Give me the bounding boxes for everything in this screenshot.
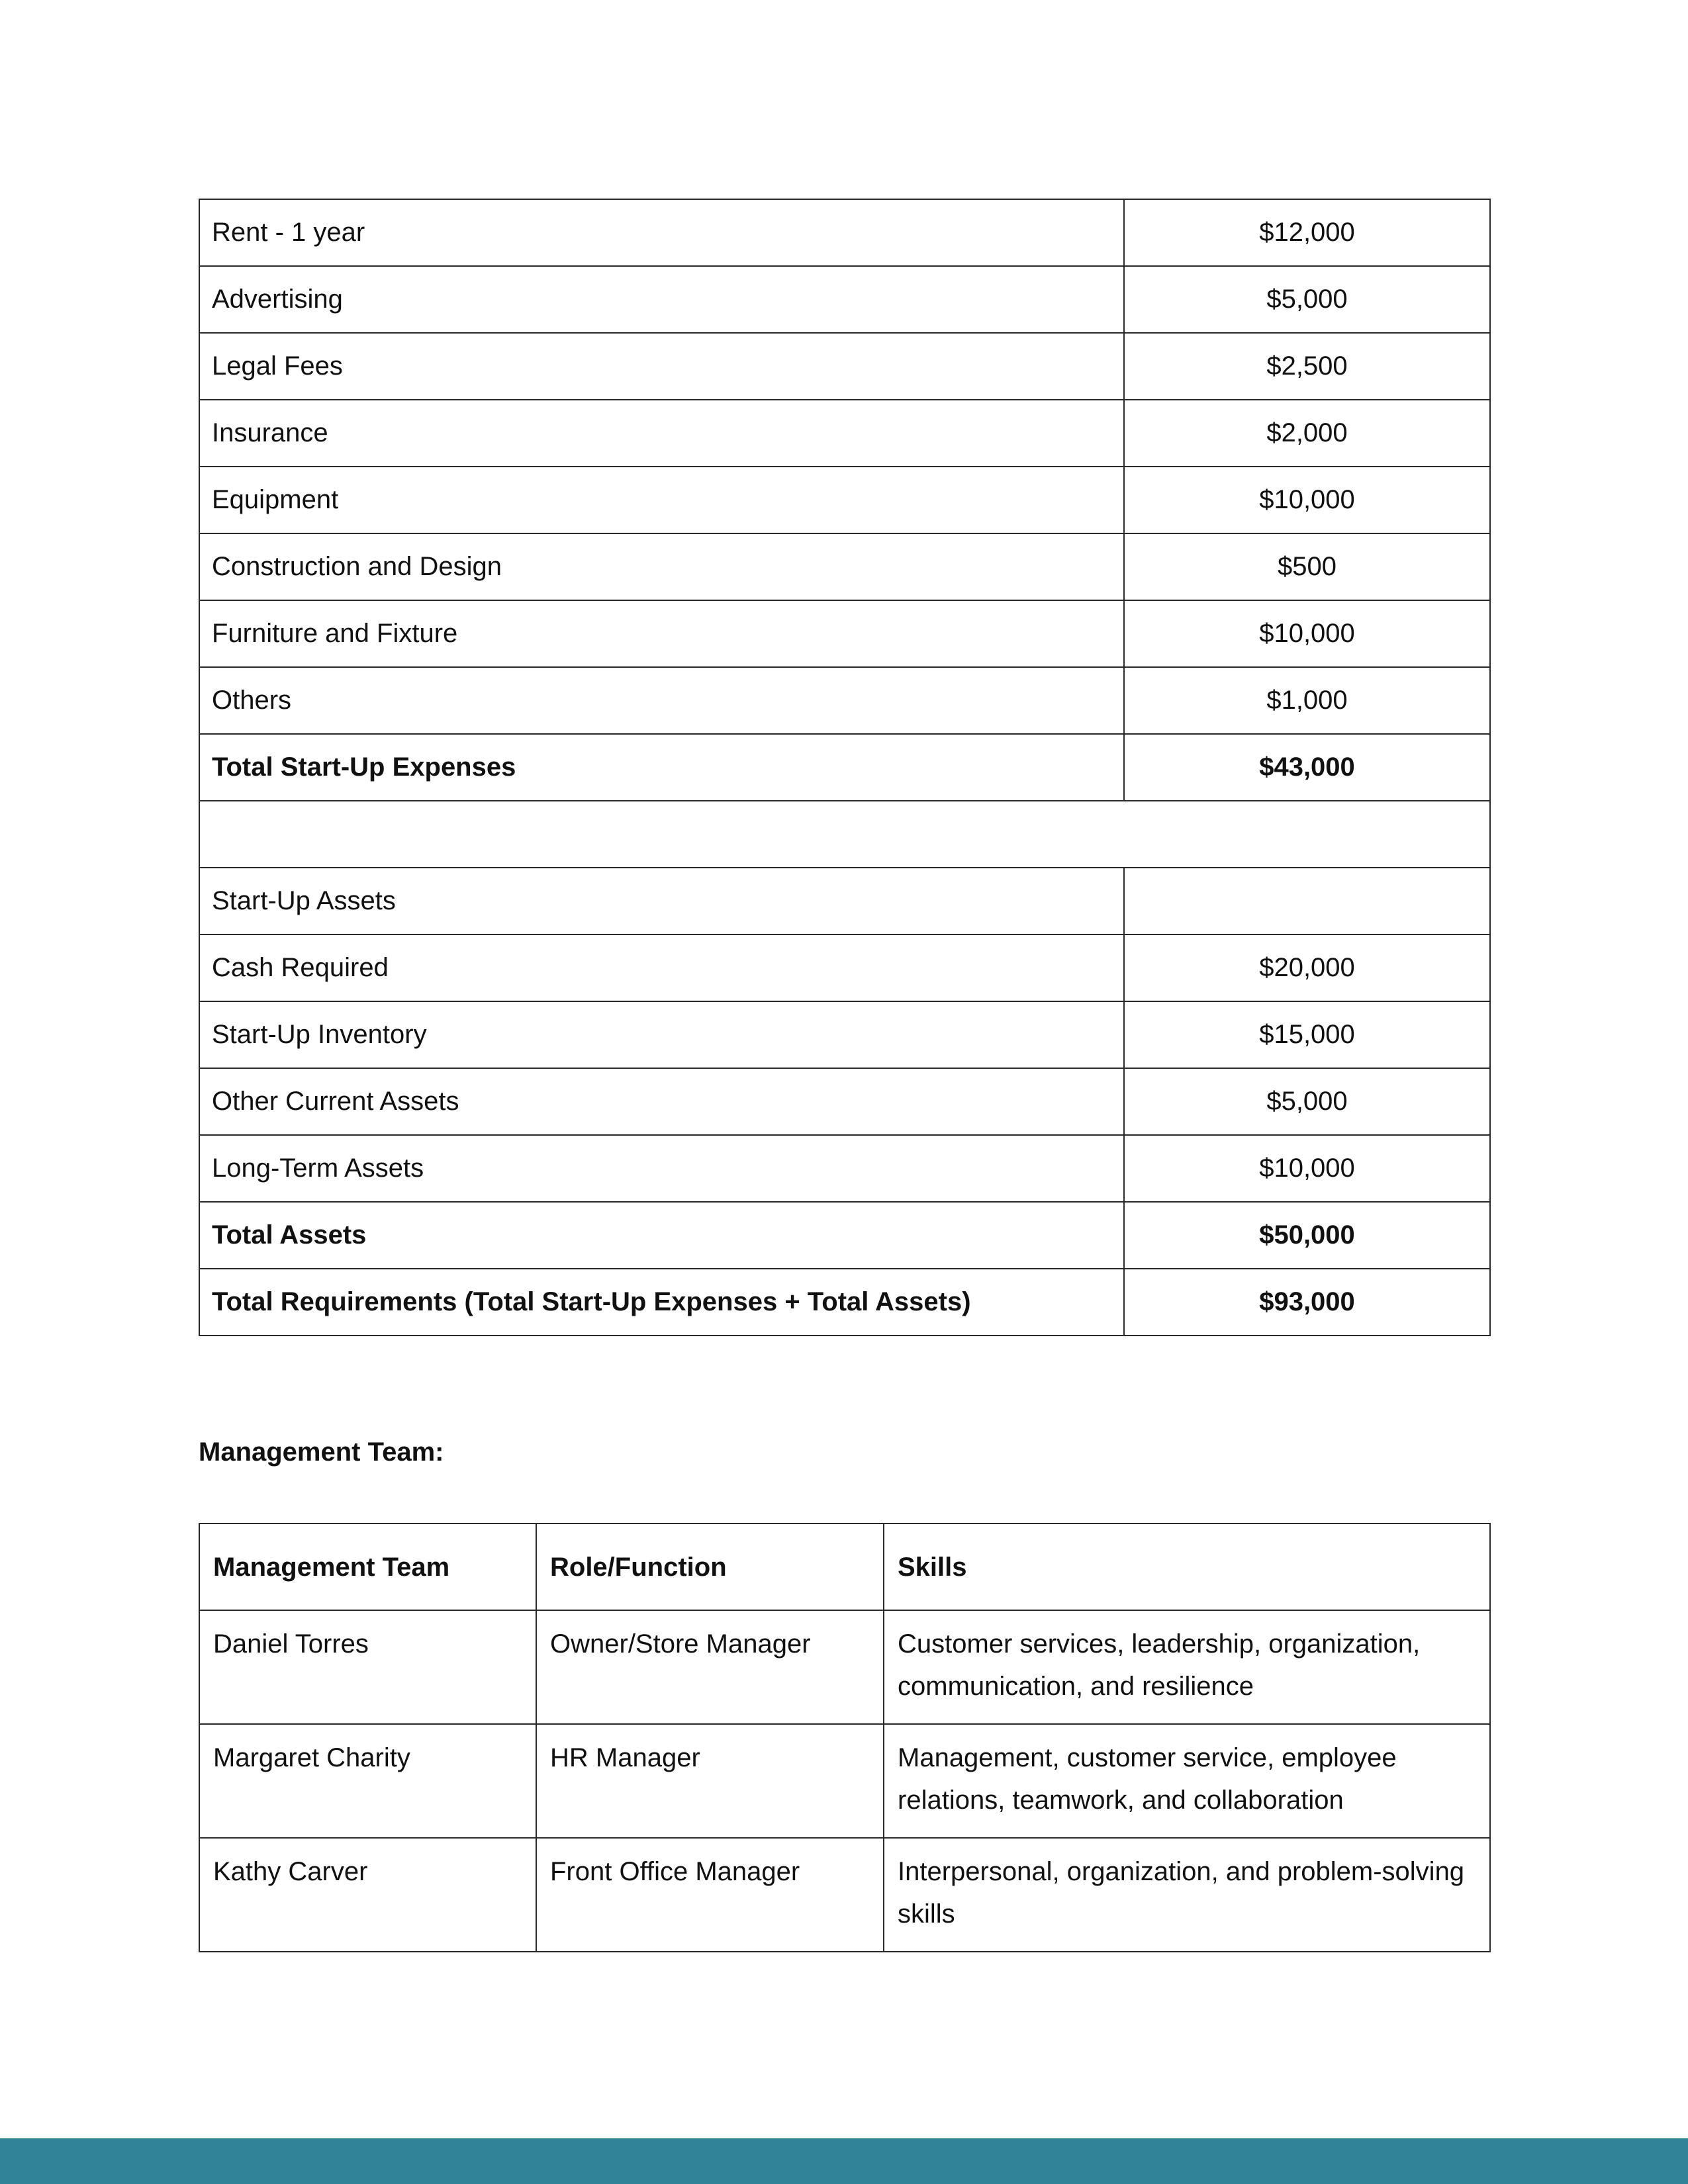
member-name: Kathy Carver <box>199 1838 536 1952</box>
management-team-heading: Management Team: <box>199 1437 444 1467</box>
row-label: Total Requirements (Total Start-Up Expenses + Total Assets) <box>199 1269 1124 1336</box>
row-amount: $2,000 <box>1124 400 1490 467</box>
row-amount: $50,000 <box>1124 1202 1490 1269</box>
table-row <box>199 266 1490 333</box>
row-amount: $12,000 <box>1124 199 1490 266</box>
table-row <box>199 1838 1490 1952</box>
table-row <box>199 333 1490 400</box>
total-assets-row <box>199 1202 1490 1269</box>
row-amount: $43,000 <box>1124 734 1490 801</box>
row-amount: $5,000 <box>1124 266 1490 333</box>
empty-merged-cell <box>199 801 1490 868</box>
table-row <box>199 1135 1490 1202</box>
member-skills: Management, customer service, employee relations, teamwork, and collaboration <box>884 1724 1490 1838</box>
member-name: Daniel Torres <box>199 1610 536 1724</box>
row-amount: $10,000 <box>1124 600 1490 667</box>
table-row <box>199 199 1490 266</box>
row-amount: $10,000 <box>1124 467 1490 533</box>
row-label: Legal Fees <box>199 333 1124 400</box>
member-role: Front Office Manager <box>536 1838 884 1952</box>
table-row <box>199 934 1490 1001</box>
row-amount: $15,000 <box>1124 1001 1490 1068</box>
total-requirements-row <box>199 1269 1490 1336</box>
startup-costs-table <box>199 199 1491 1336</box>
row-label: Others <box>199 667 1124 734</box>
table-row <box>199 533 1490 600</box>
management-team-table <box>199 1523 1491 1952</box>
row-amount: $20,000 <box>1124 934 1490 1001</box>
member-skills: Customer services, leadership, organization, communication, and resilience <box>884 1610 1490 1724</box>
row-amount <box>1124 868 1490 934</box>
row-amount: $10,000 <box>1124 1135 1490 1202</box>
member-name: Margaret Charity <box>199 1724 536 1838</box>
row-label: Cash Required <box>199 934 1124 1001</box>
table-row <box>199 467 1490 533</box>
row-amount: $93,000 <box>1124 1269 1490 1336</box>
member-skills: Interpersonal, organization, and problem-solving skills <box>884 1838 1490 1952</box>
row-amount: $2,500 <box>1124 333 1490 400</box>
row-label: Equipment <box>199 467 1124 533</box>
row-amount: $500 <box>1124 533 1490 600</box>
member-role: Owner/Store Manager <box>536 1610 884 1724</box>
table-row <box>199 600 1490 667</box>
row-label: Long-Term Assets <box>199 1135 1124 1202</box>
row-label: Insurance <box>199 400 1124 467</box>
table-row <box>199 1001 1490 1068</box>
table-row <box>199 400 1490 467</box>
table-header-row <box>199 1524 1490 1610</box>
table-row <box>199 667 1490 734</box>
row-label: Start-Up Assets <box>199 868 1124 934</box>
spacer-row <box>199 801 1490 868</box>
row-label: Total Assets <box>199 1202 1124 1269</box>
row-label: Other Current Assets <box>199 1068 1124 1135</box>
row-label: Construction and Design <box>199 533 1124 600</box>
row-amount: $1,000 <box>1124 667 1490 734</box>
row-amount: $5,000 <box>1124 1068 1490 1135</box>
row-label: Start-Up Inventory <box>199 1001 1124 1068</box>
row-label: Furniture and Fixture <box>199 600 1124 667</box>
row-label: Advertising <box>199 266 1124 333</box>
footer-accent-bar <box>0 2138 1688 2184</box>
table-row <box>199 868 1490 934</box>
row-label: Rent - 1 year <box>199 199 1124 266</box>
total-startup-expenses-row <box>199 734 1490 801</box>
table-row <box>199 1610 1490 1724</box>
table-row <box>199 1068 1490 1135</box>
row-label: Total Start-Up Expenses <box>199 734 1124 801</box>
column-header-management-team: Management Team <box>199 1524 536 1610</box>
table-row <box>199 1724 1490 1838</box>
column-header-role-function: Role/Function <box>536 1524 884 1610</box>
column-header-skills: Skills <box>884 1524 1490 1610</box>
member-role: HR Manager <box>536 1724 884 1838</box>
